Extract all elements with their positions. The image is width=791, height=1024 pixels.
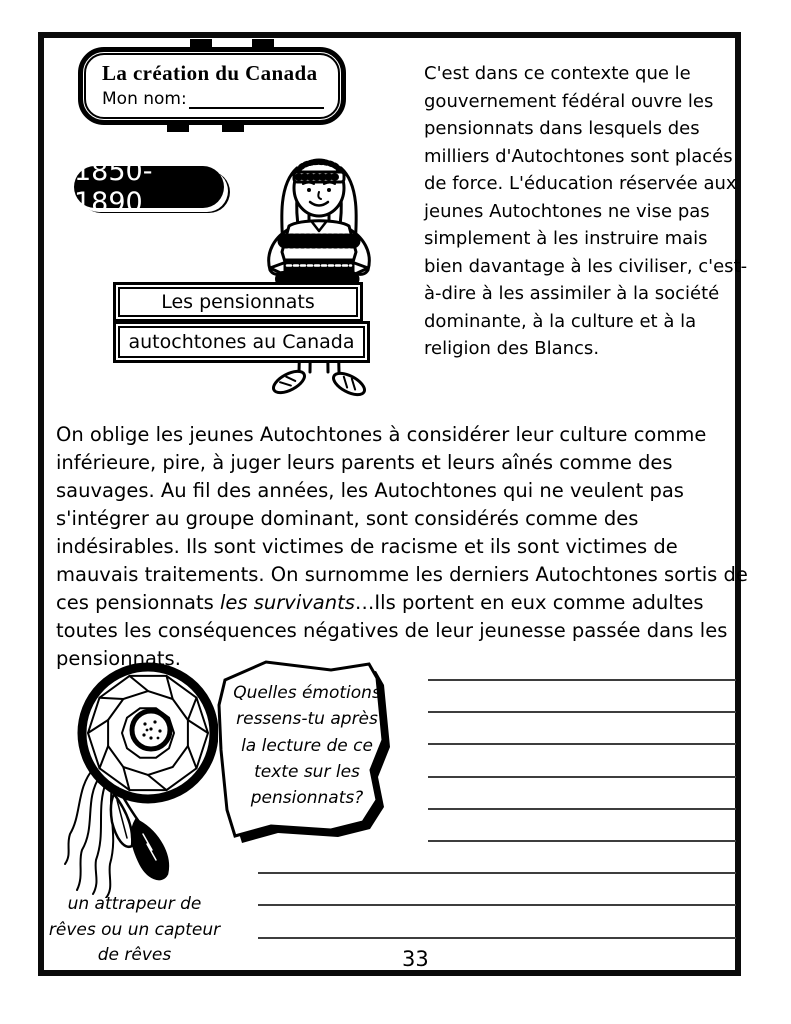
answer-line[interactable] bbox=[428, 679, 736, 681]
indigenous-child-illustration bbox=[237, 140, 402, 400]
body-paragraph bbox=[56, 421, 750, 673]
question-bubble bbox=[211, 650, 406, 855]
answer-line[interactable] bbox=[258, 937, 736, 939]
title-plaque-inner bbox=[84, 53, 340, 119]
answer-line[interactable] bbox=[428, 776, 736, 778]
intro-paragraph: C'est dans ce contexte que le gouvernement fédéral ouvre les pensionnats dans lesquels des milliers d'Autochtones sont placés de force. L'éducation réservée aux jeunes Autochtones ne vise pas simplement à les instruire mais bien davantage à les civiliser, c'est-à-dire à les assimiler à la société dominante, à la culture et à la religion des Blancs. bbox=[424, 63, 748, 359]
body-text-before: On oblige les jeunes Autochtones à considérer leur culture comme inférieure, pire, à juger leurs parents et leurs aînés comme des sauvages. Au fil des années, les Autochtones qui ne veulent pas s'intégrer au groupe dominant, sont considérés comme des indésirables. Ils sont victimes de racisme et ils sont victimes de mauvais traitements. On surnomme les derniers Autochtones sortis de ces pensionnats bbox=[56, 423, 748, 614]
answer-line[interactable] bbox=[258, 872, 736, 874]
answer-line[interactable] bbox=[258, 904, 736, 906]
body-text-italic: les survivants bbox=[220, 591, 355, 614]
answer-line[interactable] bbox=[428, 840, 736, 842]
answer-line[interactable] bbox=[428, 808, 736, 810]
answer-line[interactable] bbox=[428, 711, 736, 713]
banner-line1-text: Les pensionnats bbox=[161, 291, 315, 313]
body-text-after: …Ils portent en eux comme adultes toutes les conséquences négatives de leur jeunesse passée dans les pensionnats. bbox=[56, 591, 728, 670]
banner-line2-text: autochtones au Canada bbox=[128, 331, 355, 353]
period-badge: 1850- 1890 bbox=[74, 166, 224, 208]
page-title: La création du Canada bbox=[102, 61, 318, 85]
banner-line2 bbox=[118, 326, 365, 358]
name-label: Mon nom: bbox=[102, 89, 187, 109]
question-bubble-text: Quelles émotions ressens-tu après la lecture de ce texte sur les pensionnats? bbox=[233, 683, 381, 809]
answer-line[interactable] bbox=[428, 743, 736, 745]
banner-line1 bbox=[118, 287, 358, 317]
name-blank-line[interactable] bbox=[189, 92, 324, 109]
dreamcatcher-illustration bbox=[48, 648, 218, 898]
page-number: 33 bbox=[402, 947, 429, 971]
dreamcatcher-caption: un attrapeur de rêves ou un capteur de rêves bbox=[48, 894, 221, 965]
title-plaque bbox=[78, 47, 346, 125]
